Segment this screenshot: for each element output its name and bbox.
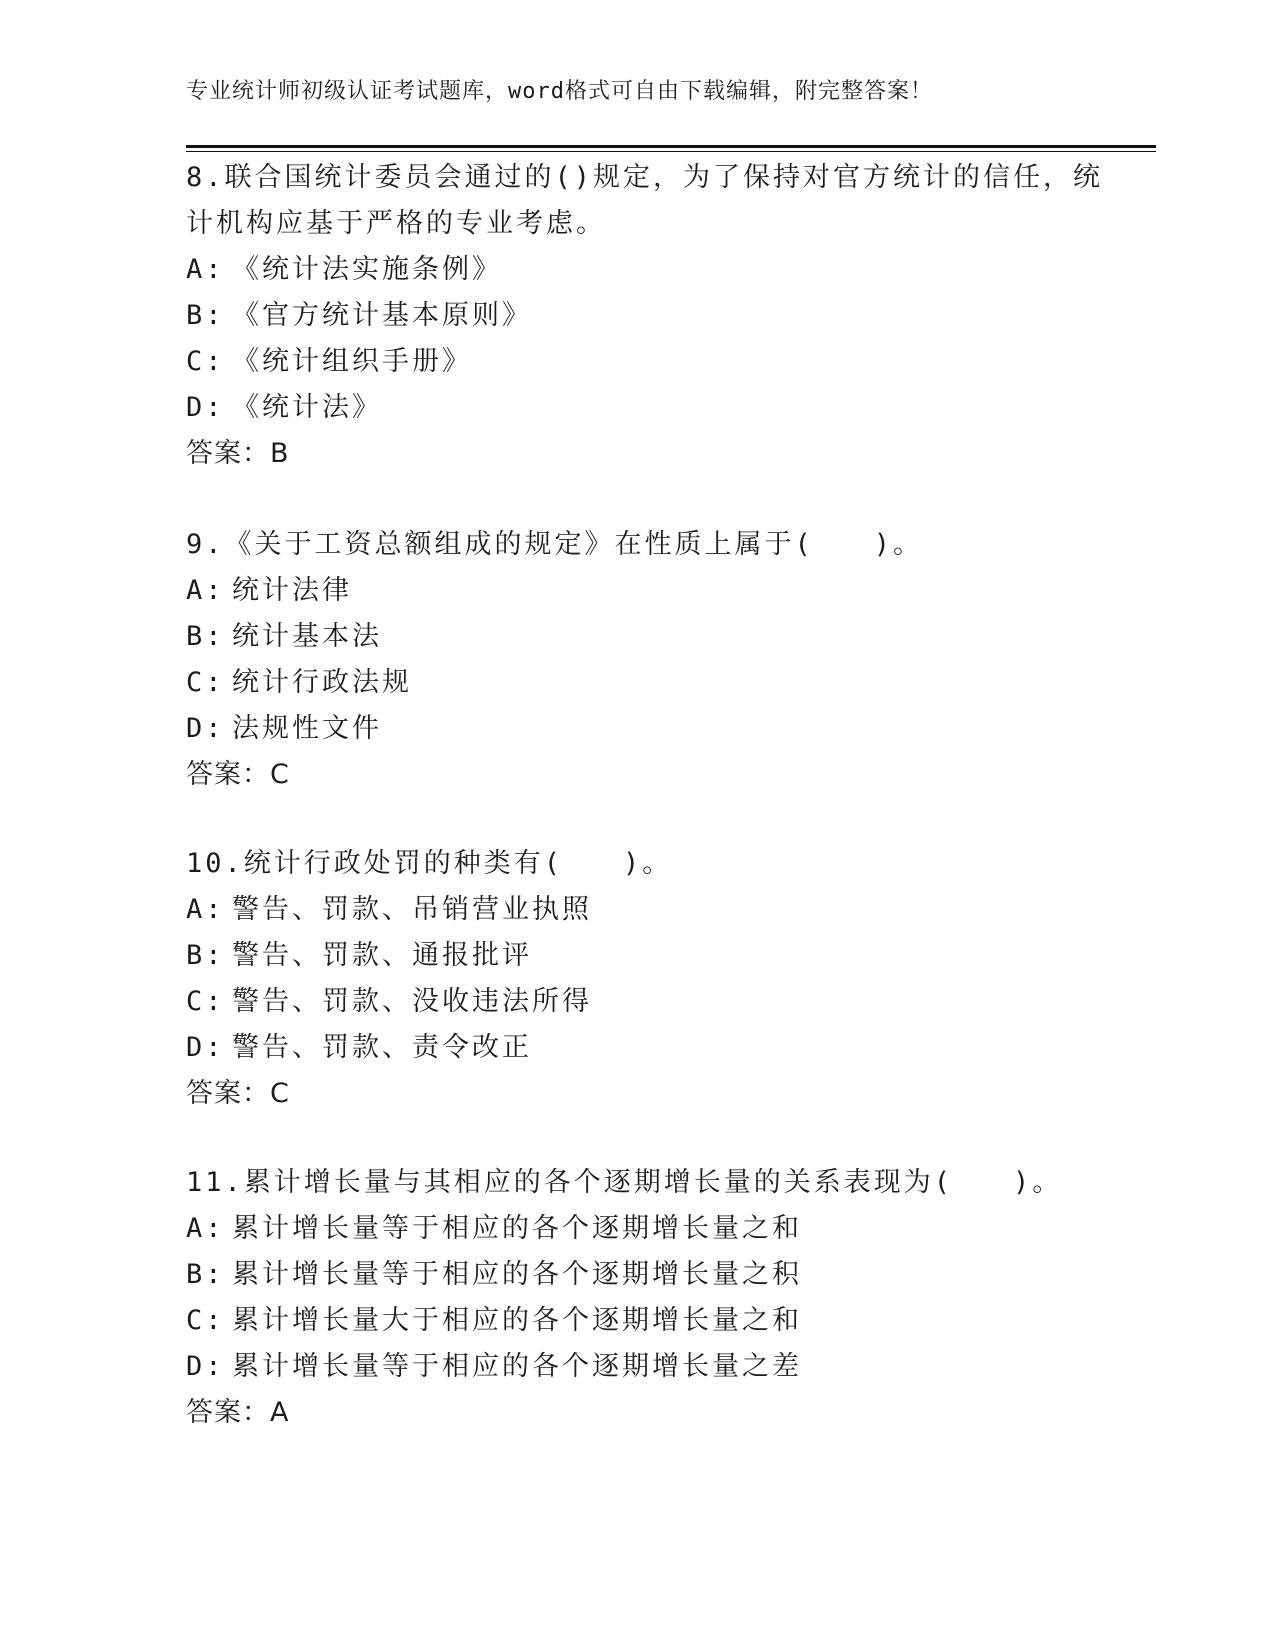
option-key: B:	[186, 940, 225, 971]
option-c	[186, 660, 1086, 706]
option-text: 警告、罚款、吊销营业执照	[232, 894, 592, 925]
answer: 答案：B	[186, 438, 290, 469]
option-text: 《官方统计基本原则》	[232, 300, 532, 331]
option-b	[186, 1252, 1086, 1298]
option-a	[186, 568, 1086, 614]
option-key: B:	[186, 621, 225, 652]
option-key: D:	[186, 713, 225, 744]
question-stem: 计机构应基于严格的专业考虑。	[186, 208, 606, 239]
option-text: 统计法律	[232, 575, 352, 606]
option-a	[186, 1206, 1086, 1252]
question-block	[186, 155, 1104, 477]
question-block	[186, 1160, 1086, 1436]
option-d	[186, 706, 1086, 752]
option-key: D:	[186, 1032, 225, 1063]
option-d	[186, 1025, 1086, 1071]
option-b	[186, 293, 1086, 339]
question-block	[186, 841, 1086, 1117]
answer: 答案：C	[186, 1078, 290, 1109]
option-text: 警告、罚款、通报批评	[232, 940, 532, 971]
option-d	[186, 385, 1086, 431]
option-text: 《统计组织手册》	[232, 346, 472, 377]
option-c	[186, 339, 1086, 385]
page-header: 专业统计师初级认证考试题库，word格式可自由下载编辑，附完整答案！	[186, 79, 933, 104]
option-key: C:	[186, 1305, 225, 1336]
answer: 答案：A	[186, 1397, 290, 1428]
option-text: 累计增长量等于相应的各个逐期增长量之积	[232, 1259, 802, 1290]
option-c	[186, 1298, 1086, 1344]
option-d	[186, 1344, 1086, 1390]
option-key: C:	[186, 667, 225, 698]
option-b	[186, 614, 1086, 660]
option-text: 累计增长量大于相应的各个逐期增长量之和	[232, 1305, 802, 1336]
question-stem: 10.统计行政处罚的种类有( )。	[186, 848, 673, 879]
question-stem: 8.联合国统计委员会通过的()规定，为了保持对官方统计的信任，统	[186, 162, 1104, 193]
option-c	[186, 979, 1086, 1025]
option-key: A:	[186, 575, 225, 606]
option-key: B:	[186, 300, 225, 331]
option-key: B:	[186, 1259, 225, 1290]
question-stem: 11.累计增长量与其相应的各个逐期增长量的关系表现为( )。	[186, 1167, 1063, 1198]
question-stem: 9.《关于工资总额组成的规定》在性质上属于( )。	[186, 529, 924, 560]
header-rule-thick	[186, 145, 1156, 148]
option-text: 累计增长量等于相应的各个逐期增长量之和	[232, 1213, 802, 1244]
option-key: D:	[186, 1351, 225, 1382]
option-text: 《统计法实施条例》	[232, 254, 502, 285]
option-text: 警告、罚款、没收违法所得	[232, 986, 592, 1017]
option-text: 法规性文件	[232, 713, 382, 744]
question-block	[186, 522, 1086, 798]
option-key: C:	[186, 346, 225, 377]
option-text: 统计基本法	[232, 621, 382, 652]
option-key: A:	[186, 894, 225, 925]
option-b	[186, 933, 1086, 979]
option-a	[186, 247, 1086, 293]
answer: 答案：C	[186, 759, 290, 790]
option-a	[186, 887, 1086, 933]
option-key: C:	[186, 986, 225, 1017]
option-text: 统计行政法规	[232, 667, 412, 698]
header-rule-thin	[186, 151, 1156, 152]
option-key: D:	[186, 392, 225, 423]
option-key: A:	[186, 254, 225, 285]
option-text: 累计增长量等于相应的各个逐期增长量之差	[232, 1351, 802, 1382]
option-key: A:	[186, 1213, 225, 1244]
option-text: 《统计法》	[232, 392, 382, 423]
option-text: 警告、罚款、责令改正	[232, 1032, 532, 1063]
